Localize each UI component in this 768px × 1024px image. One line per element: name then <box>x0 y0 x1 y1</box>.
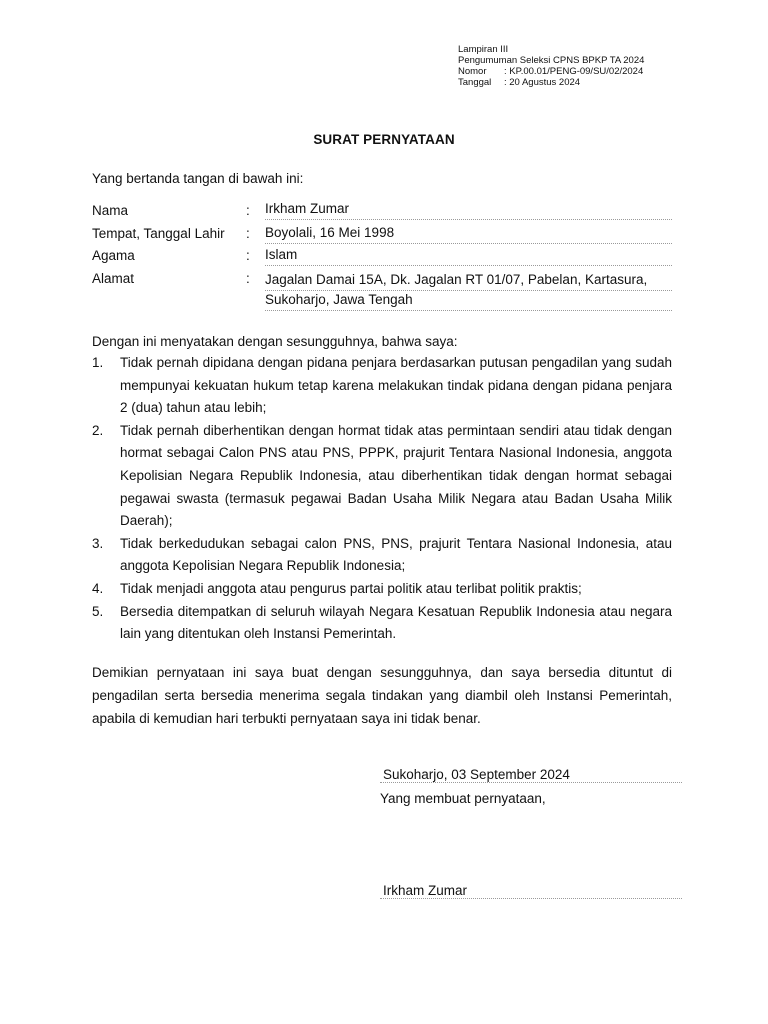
field-label: Tempat, Tanggal Lahir <box>92 226 225 241</box>
nomor-label: Nomor <box>458 66 487 77</box>
item-text: Tidak menjadi anggota atau pengurus partai politik atau terlibat politik praktis; <box>120 580 582 596</box>
list-item <box>92 352 672 420</box>
field-value: Irkham Zumar <box>265 198 672 220</box>
list-item <box>92 601 672 646</box>
field-colon: : <box>246 271 250 286</box>
item-number: 2. <box>92 422 104 438</box>
field-label: Alamat <box>92 271 135 286</box>
field-value-line2: Sukoharjo, Jawa Tengah <box>265 289 672 311</box>
field-colon: : <box>246 226 250 241</box>
list-item <box>92 578 672 601</box>
nomor-row <box>458 66 644 77</box>
tanggal-value: : 20 Agustus 2024 <box>504 77 581 88</box>
item-number: 5. <box>92 603 104 619</box>
tanggal-row <box>458 77 644 88</box>
list-item <box>92 420 672 533</box>
statement-intro: Dengan ini menyatakan dengan sesungguhnya, bahwa saya: <box>92 334 458 349</box>
field-colon: : <box>246 203 250 218</box>
document-title: SURAT PERNYATAAN <box>313 132 455 147</box>
nomor-value: : KP.00.01/PENG-09/SU/02/2024 <box>504 66 644 77</box>
field-value: Islam <box>265 244 672 266</box>
item-number: 1. <box>92 355 104 370</box>
statement-list <box>92 352 672 646</box>
list-item <box>92 533 672 578</box>
tanggal-label: Tanggal <box>458 77 492 88</box>
intro-text: Yang bertanda tangan di bawah ini: <box>92 171 304 186</box>
attachment-header <box>458 44 644 88</box>
item-number: 4. <box>92 580 104 596</box>
field-label: Agama <box>92 248 135 263</box>
signature-maker-label: Yang membuat pernyataan, <box>380 791 546 806</box>
signature-place-date: Sukoharjo, 03 September 2024 <box>380 767 682 783</box>
item-number: 3. <box>92 535 104 551</box>
field-colon: : <box>246 248 250 263</box>
field-label: Nama <box>92 203 129 218</box>
item-text: Tidak pernah diberhentikan dengan hormat tidak atas permintaan sendiri atau tidak dengan hormat sebagai Calon PNS atau PNS, PPPK, prajurit Tentara Nasional Indonesia, anggota Kepolisian Negara Republik Indonesia, atau diberhentikan tidak dengan hormat sebagai pegawai swasta (termasuk pegawai Badan Usaha Milik Negara atau Badan Usaha Milik Daerah); <box>120 422 672 529</box>
item-text: Tidak pernah dipidana dengan pidana penjara berdasarkan putusan pengadilan yang sudah mempunyai kekuatan hukum tetap karena melakukan tindak pidana dengan pidana penjara 2 (dua) tahun atau lebih; <box>120 355 672 416</box>
item-text: Bersedia ditempatkan di seluruh wilayah Negara Kesatuan Republik Indonesia atau negara lain yang ditentukan oleh Instansi Pemerintah. <box>120 603 672 642</box>
field-value-line1: Jagalan Damai 15A, Dk. Jagalan RT 01/07, Pabelan, Kartasura, <box>265 269 672 291</box>
announcement-reference: Pengumuman Seleksi CPNS BPKP TA 2024 <box>458 55 645 66</box>
field-value: Boyolali, 16 Mei 1998 <box>265 222 672 244</box>
item-text: Tidak berkedudukan sebagai calon PNS, PNS, prajurit Tentara Nasional Indonesia, atau anggota Kepolisian Negara Republik Indonesia; <box>120 535 672 574</box>
signature-name: Irkham Zumar <box>380 883 682 899</box>
closing-paragraph: Demikian pernyataan ini saya buat dengan sesungguhnya, dan saya bersedia dituntut di pengadilan serta bersedia menerima segala tindakan yang diambil oleh Instansi Pemerintah, apabila di kemudian hari terbukti pernyataan saya ini tidak benar. <box>92 665 672 726</box>
attachment-label: Lampiran III <box>458 44 509 55</box>
